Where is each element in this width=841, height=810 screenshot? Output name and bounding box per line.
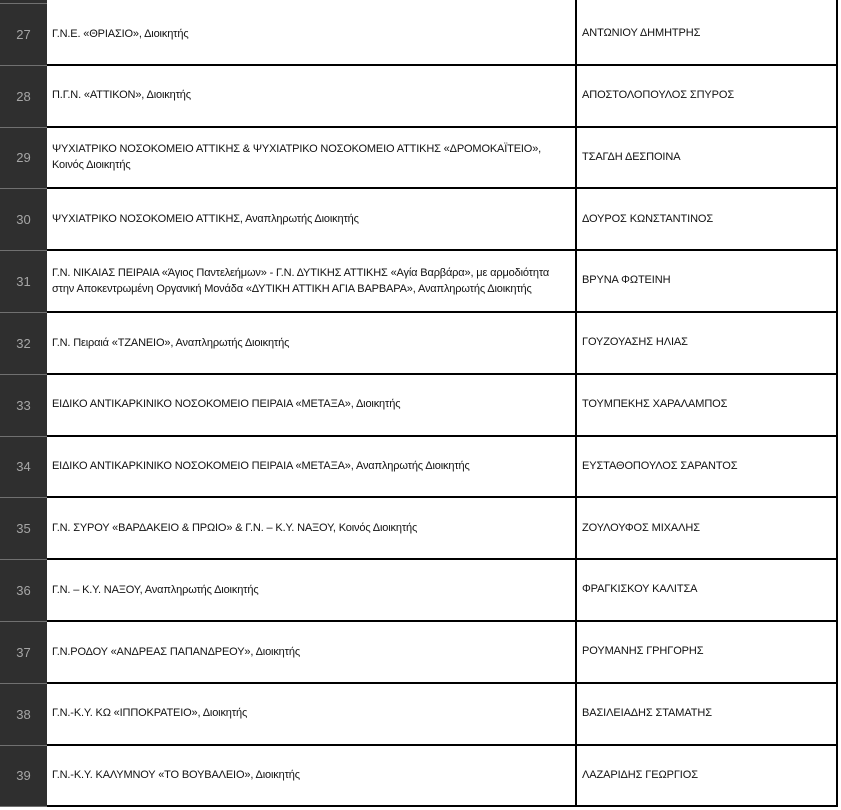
name-cell[interactable] <box>577 66 838 128</box>
position-text: ΕΙΔΙΚΟ ΑΝΤΙΚΑΡΚΙΝΙΚΟ ΝΟΣΟΚΟΜΕΙΟ ΠΕΙΡΑΙΑ «ΜΕΤΑΞΑ», Διοικητής <box>52 398 401 411</box>
row-number-cell[interactable]: 27 <box>0 4 47 66</box>
name-cell[interactable] <box>577 4 838 66</box>
position-cell[interactable] <box>47 251 577 313</box>
position-text: ΨΥΧΙΑΤΡΙΚΟ ΝΟΣΟΚΟΜΕΙΟ ΑΤΤΙΚΗΣ, Αναπληρωτής Διοικητής <box>52 213 359 226</box>
position-cell[interactable] <box>47 4 577 66</box>
name-text: ΒΡΥΝΑ ΦΩΤΕΙΝΗ <box>582 274 671 287</box>
position-cell[interactable] <box>47 128 577 190</box>
row-number-cell[interactable]: 29 <box>0 128 47 190</box>
name-text: ΖΟΥΛΟΥΦΟΣ ΜΙΧΑΛΗΣ <box>582 521 700 534</box>
position-text: Γ.Ν.Ε. «ΘΡΙΑΣΙΟ», Διοικητής <box>52 27 189 40</box>
position-cell[interactable] <box>47 189 577 251</box>
row-number-cell[interactable]: 37 <box>0 622 47 684</box>
row-number-cell[interactable]: 34 <box>0 437 47 499</box>
position-cell[interactable] <box>47 560 577 622</box>
table-rows <box>0 4 838 807</box>
name-text: ΛΑΖΑΡΙΔΗΣ ΓΕΩΡΓΙΟΣ <box>582 768 698 781</box>
name-cell[interactable] <box>577 437 838 499</box>
name-cell[interactable] <box>577 746 838 808</box>
table-row <box>0 622 838 684</box>
position-cell[interactable] <box>47 375 577 437</box>
table-row <box>0 4 838 66</box>
position-text: Γ.Ν.ΡΟΔΟΥ «ΑΝΔΡΕΑΣ ΠΑΠΑΝΔΡΕΟΥ», Διοικητής <box>52 645 300 658</box>
position-cell[interactable] <box>47 622 577 684</box>
row-number-cell[interactable]: 33 <box>0 375 47 437</box>
position-text: Γ.Ν.-Κ.Υ. ΚΑΛΥΜΝΟΥ «ΤΟ ΒΟΥΒΑΛΕΙΟ», Διοικητής <box>52 769 300 782</box>
position-text: Γ.Ν. Πειραιά «ΤΖΑΝΕΙΟ», Αναπληρωτής Διοικητής <box>52 336 290 349</box>
table-row <box>0 498 838 560</box>
position-cell[interactable] <box>47 437 577 499</box>
table-row <box>0 375 838 437</box>
name-cell[interactable] <box>577 128 838 190</box>
position-text: ΕΙΔΙΚΟ ΑΝΤΙΚΑΡΚΙΝΙΚΟ ΝΟΣΟΚΟΜΕΙΟ ΠΕΙΡΑΙΑ «ΜΕΤΑΞΑ», Αναπληρωτής Διοικητής <box>52 460 470 473</box>
position-text: Γ.Ν. ΝΙΚΑΙΑΣ ΠΕΙΡΑΙΑ «Άγιος Παντελεήμων» - Γ.Ν. ΔΥΤΙΚΗΣ ΑΤΤΙΚΗΣ «Αγία Βαρβάρα», με αρμοδιότητα στην Αποκεντρωμένη Οργανική Μονάδα «ΔΥΤΙΚΗ ΑΤΤΙΚΗ ΑΓΙΑ ΒΑΡΒΑΡΑ», Αναπληρωτής Διοικητής <box>52 266 550 296</box>
row-number-cell[interactable]: 30 <box>0 189 47 251</box>
name-cell[interactable] <box>577 684 838 746</box>
name-text: ΕΥΣΤΑΘΟΠΟΥΛΟΣ ΣΑΡΑΝΤΟΣ <box>582 459 738 472</box>
table-row <box>0 128 838 190</box>
table-row <box>0 189 838 251</box>
name-text: ΤΣΑΓΔΗ ΔΕΣΠΟΙΝΑ <box>582 150 681 163</box>
table-row <box>0 437 838 499</box>
row-number-cell[interactable]: 36 <box>0 560 47 622</box>
name-cell[interactable] <box>577 498 838 560</box>
position-cell[interactable] <box>47 684 577 746</box>
position-cell[interactable] <box>47 498 577 560</box>
row-number-cell[interactable]: 32 <box>0 313 47 375</box>
name-cell[interactable] <box>577 313 838 375</box>
name-cell[interactable] <box>577 251 838 313</box>
name-cell[interactable] <box>577 375 838 437</box>
position-text: Γ.Ν. – Κ.Υ. ΝΑΞΟΥ, Αναπληρωτής Διοικητής <box>52 583 259 596</box>
row-number-cell[interactable]: 28 <box>0 66 47 128</box>
row-number-cell[interactable]: 39 <box>0 746 47 808</box>
name-text: ΑΠΟΣΤΟΛΟΠΟΥΛΟΣ ΣΠΥΡΟΣ <box>582 89 735 101</box>
name-text: ΔΟΥΡΟΣ ΚΩΝΣΤΑΝΤΙΝΟΣ <box>582 212 714 225</box>
name-text: ΒΑΣΙΛΕΙΑΔΗΣ ΣΤΑΜΑΤΗΣ <box>582 706 712 719</box>
position-text: ΨΥΧΙΑΤΡΙΚΟ ΝΟΣΟΚΟΜΕΙΟ ΑΤΤΙΚΗΣ & ΨΥΧΙΑΤΡΙΚΟ ΝΟΣΟΚΟΜΕΙΟ ΑΤΤΙΚΗΣ «ΔΡΟΜΟΚΑΪΤΕΙΟ», Κοινός Διοικητής <box>52 142 542 172</box>
table-row <box>0 66 838 128</box>
position-text: Γ.Ν. ΣΥΡΟΥ «ΒΑΡΔΑΚΕΙΟ & ΠΡΩΙΟ» & Γ.Ν. – Κ.Υ. ΝΑΞΟΥ, Κοινός Διοικητής <box>52 522 418 535</box>
name-text: ΡΟΥΜΑΝΗΣ ΓΡΗΓΟΡΗΣ <box>582 645 704 658</box>
name-text: ΑΝΤΩΝΙΟΥ ΔΗΜΗΤΡΗΣ <box>582 27 701 40</box>
row-number-cell[interactable]: 31 <box>0 251 47 313</box>
position-cell[interactable] <box>47 66 577 128</box>
name-cell[interactable] <box>577 560 838 622</box>
name-cell[interactable] <box>577 189 838 251</box>
row-number-cell[interactable]: 38 <box>0 684 47 746</box>
position-text: Π.Γ.Ν. «ΑΤΤΙΚΟΝ», Διοικητής <box>52 89 191 102</box>
row-number-cell[interactable]: 35 <box>0 498 47 560</box>
table-row <box>0 684 838 746</box>
table-row <box>0 746 838 808</box>
position-cell[interactable] <box>47 746 577 808</box>
position-cell[interactable] <box>47 313 577 375</box>
name-text: ΓΟΥΖΟΥΑΣΗΣ ΗΛΙΑΣ <box>582 336 688 349</box>
name-text: ΤΟΥΜΠΕΚΗΣ ΧΑΡΑΛΑΜΠΟΣ <box>582 397 728 410</box>
table-row <box>0 313 838 375</box>
position-text: Γ.Ν.-Κ.Υ. ΚΩ «ΙΠΠΟΚΡΑΤΕΙΟ», Διοικητής <box>52 707 248 720</box>
table-row <box>0 560 838 622</box>
name-cell[interactable] <box>577 622 838 684</box>
table-row <box>0 251 838 313</box>
name-text: ΦΡΑΓΚΙΣΚΟΥ ΚΑΛΙΤΣΑ <box>582 583 698 596</box>
